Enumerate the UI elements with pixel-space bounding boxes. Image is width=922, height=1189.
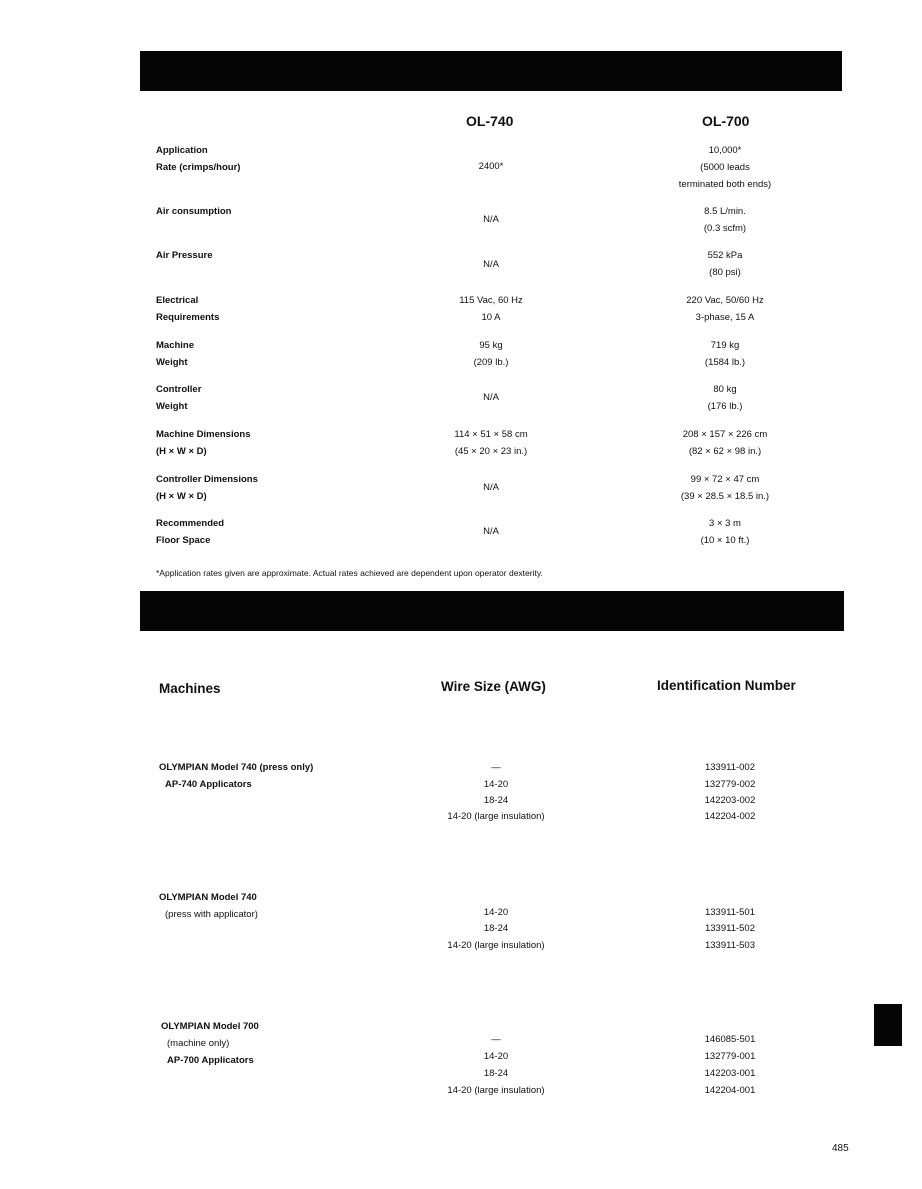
ol700-value: 10,000* — [708, 145, 742, 156]
ol700-value: (1584 lb.) — [704, 357, 746, 368]
spec-label: Weight — [156, 401, 188, 412]
ol700-value: 8.5 L/min. — [704, 206, 746, 217]
ol740-value: 10 A — [481, 312, 501, 323]
ol740-value: N/A — [483, 526, 499, 537]
identification-number: 146085-501 — [704, 1034, 756, 1045]
identification-number: 133911-002 — [704, 762, 755, 773]
ol700-value: (0.3 scfm) — [703, 223, 747, 234]
ol700-value: (5000 leads — [700, 162, 750, 173]
wire-size: 14-20 (large insulation) — [447, 811, 545, 822]
identification-number: 133911-502 — [704, 923, 755, 934]
ol700-value: (80 psi) — [709, 267, 741, 278]
spec-label: Controller Dimensions — [156, 474, 258, 485]
spec-label: Rate (crimps/hour) — [156, 162, 241, 173]
machine-name: (machine only) — [167, 1038, 230, 1049]
ol700-value: 208 × 157 × 226 cm — [682, 429, 768, 440]
spec-label: (H × W × D) — [156, 491, 207, 502]
wire-size: 18-24 — [483, 1068, 509, 1079]
ol700-value: 3 × 3 m — [709, 518, 741, 529]
machine-name: AP-740 Applicators — [165, 779, 252, 790]
spec-label: Recommended — [156, 518, 225, 529]
ol700-value: (82 × 62 × 98 in.) — [688, 446, 762, 457]
spec-label: Weight — [156, 357, 188, 368]
column-header: Wire Size (AWG) — [441, 679, 546, 694]
identification-number: 142204-002 — [704, 811, 756, 822]
ol740-value: (45 × 20 × 23 in.) — [454, 446, 528, 457]
spec-label: (H × W × D) — [156, 446, 207, 457]
identification-number: 142204-001 — [704, 1085, 756, 1096]
section-header-bar — [140, 591, 844, 631]
ol700-value: 719 kg — [710, 340, 740, 351]
identification-number: 133911-501 — [704, 907, 755, 918]
spec-label: Requirements — [156, 312, 220, 323]
identification-number: 142203-001 — [704, 1068, 756, 1079]
wire-size: — — [491, 762, 501, 773]
column-header: Machines — [159, 681, 221, 696]
wire-size: 14-20 (large insulation) — [447, 1085, 545, 1096]
spec-label: Machine — [156, 340, 195, 351]
ol740-value: 95 kg — [479, 340, 503, 351]
spec-label: Air Pressure — [156, 250, 213, 261]
ol700-value: (176 lb.) — [707, 401, 743, 412]
identification-number: 133911-503 — [704, 940, 755, 951]
column-header: OL-740 — [466, 113, 514, 129]
wire-size: — — [491, 1034, 501, 1045]
identification-number: 142203-002 — [704, 795, 756, 806]
spec-label: Controller — [156, 384, 202, 395]
wire-size: 14-20 — [483, 1051, 509, 1062]
machine-name: (press with applicator) — [165, 909, 258, 920]
ol700-value: 99 × 72 × 47 cm — [690, 474, 760, 485]
ol700-value: 3-phase, 15 A — [695, 312, 755, 323]
ol740-value: N/A — [483, 214, 499, 225]
machine-name: OLYMPIAN Model 740 (press only) — [159, 762, 314, 773]
spec-label: Machine Dimensions — [156, 429, 251, 440]
spec-label: Electrical — [156, 295, 199, 306]
identification-number: 132779-002 — [704, 779, 756, 790]
thumb-tab — [874, 1004, 902, 1046]
machine-name: AP-700 Applicators — [167, 1055, 254, 1066]
wire-size: 14-20 — [483, 779, 509, 790]
ol700-value: 552 kPa — [707, 250, 743, 261]
page-number: 485 — [832, 1143, 849, 1154]
ol740-value: N/A — [483, 392, 499, 403]
ol700-value: 220 Vac, 50/60 Hz — [686, 295, 764, 306]
ol740-value: (209 lb.) — [473, 357, 509, 368]
ol740-value: N/A — [483, 259, 499, 270]
ol700-value: terminated both ends) — [678, 179, 772, 190]
ol740-value: N/A — [483, 482, 499, 493]
wire-size: 14-20 — [483, 907, 509, 918]
machine-name: OLYMPIAN Model 700 — [161, 1021, 259, 1032]
wire-size: 18-24 — [483, 795, 509, 806]
ol740-value: 114 × 51 × 58 cm — [454, 429, 528, 440]
wire-size: 18-24 — [483, 923, 509, 934]
ol740-value: 2400* — [478, 161, 504, 172]
ol700-value: (39 × 28.5 × 18.5 in.) — [680, 491, 770, 502]
spec-label: Floor Space — [156, 535, 211, 546]
ol740-value: 115 Vac, 60 Hz — [459, 295, 523, 306]
section-header-bar — [140, 51, 842, 91]
machine-name: OLYMPIAN Model 740 — [159, 892, 257, 903]
column-header: OL-700 — [702, 113, 750, 129]
ol700-value: (10 × 10 ft.) — [700, 535, 750, 546]
spec-label: Application — [156, 145, 208, 156]
wire-size: 14-20 (large insulation) — [447, 940, 545, 951]
column-header: Identification Number — [657, 678, 796, 693]
spec-label: Air consumption — [156, 206, 232, 217]
footnote: *Application rates given are approximate. Actual rates achieved are dependent upon operator dexterity. — [156, 568, 543, 578]
identification-number: 132779-001 — [704, 1051, 756, 1062]
ol700-value: 80 kg — [713, 384, 737, 395]
